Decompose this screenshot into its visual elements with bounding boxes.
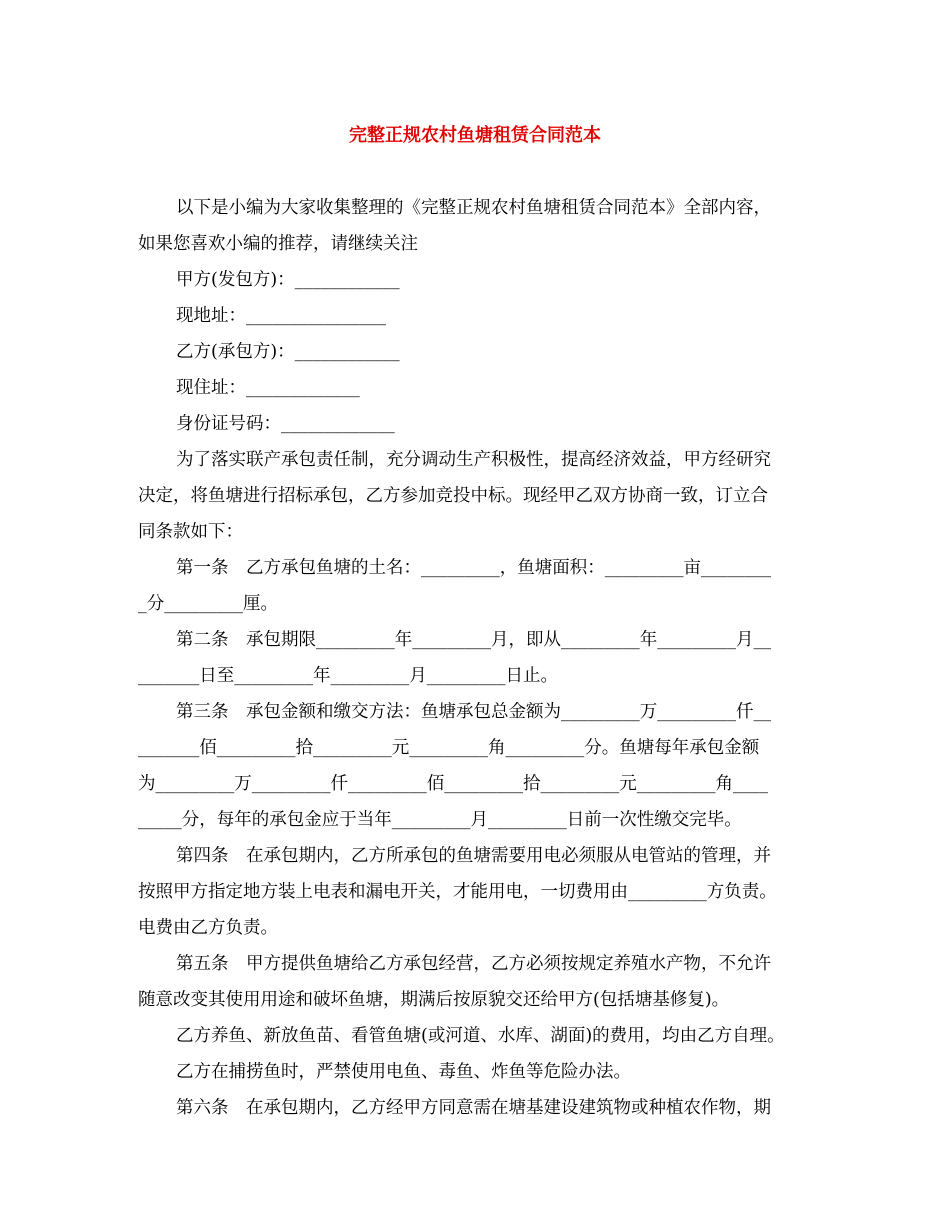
text-line: 如果您喜欢小编的推荐，请继续关注	[138, 234, 418, 254]
text-line: 同条款如下：	[138, 522, 243, 542]
text-line: 第六条 在承包期内，乙方经甲方同意需在塘基建设建筑物或种植农作物，期	[176, 1098, 771, 1118]
text-line: _______日至_________年_________月_________日止。	[138, 666, 558, 686]
text-line: 随意改变其使用用途和破坏鱼塘，期满后按原貌交还给甲方(包括塘基修复)。	[138, 990, 730, 1010]
text-line: 为_________万_________仟_________佰_________拾_________元_________角____	[138, 774, 768, 794]
text-line: 乙方养鱼、新放鱼苗、看管鱼塘(或河道、水库、湖面)的费用，均由乙方自理。	[176, 1026, 785, 1046]
text-line: 第二条 承包期限_________年_________月，即从_________年_________月__	[176, 630, 771, 650]
text-line: 第五条 甲方提供鱼塘给乙方承包经营，乙方必须按规定养殖水产物，不允许	[176, 954, 771, 974]
text-line: 第一条 乙方承包鱼塘的土名：_________，鱼塘面积：_________亩________	[176, 558, 771, 578]
text-line: 第四条 在承包期内，乙方所承包的鱼塘需要用电必须服从电管站的管理，并	[176, 846, 771, 866]
text-line: 电费由乙方负责。	[138, 918, 278, 938]
text-line: 乙方(承包方)：____________	[176, 342, 400, 362]
text-line: 甲方(发包方)：____________	[176, 270, 400, 290]
text-line: 决定，将鱼塘进行招标承包，乙方参加竞投中标。现经甲乙双方协商一致，订立合	[138, 486, 768, 506]
text-line: 乙方在捕捞鱼时，严禁使用电鱼、毒鱼、炸鱼等危险办法。	[176, 1062, 631, 1082]
text-line: 为了落实联产承包责任制，充分调动生产积极性，提高经济效益，甲方经研究	[176, 450, 771, 470]
text-line: 按照甲方指定地方装上电表和漏电开关，才能用电，一切费用由_________方负责。	[138, 882, 777, 902]
text-line: 现地址：________________	[176, 306, 386, 326]
text-line: 以下是小编为大家收集整理的《完整正规农村鱼塘租赁合同范本》全部内容，	[176, 198, 771, 218]
document-title: 完整正规农村鱼塘租赁合同范本	[349, 125, 601, 146]
text-line: 第三条 承包金额和缴交方法：鱼塘承包总金额为_________万_________仟__	[176, 702, 771, 722]
text-line: 现住址：_____________	[176, 378, 360, 398]
text-line: 身份证号码：_____________	[176, 414, 395, 434]
text-line: _____分，每年的承包金应于当年_________月_________日前一次性缴交完毕。	[138, 810, 742, 830]
text-line: _分_________厘。	[138, 594, 278, 614]
document-body	[138, 190, 822, 1126]
text-line: _______佰_________拾_________元_________角_________分。鱼塘每年承包金额	[138, 738, 760, 758]
